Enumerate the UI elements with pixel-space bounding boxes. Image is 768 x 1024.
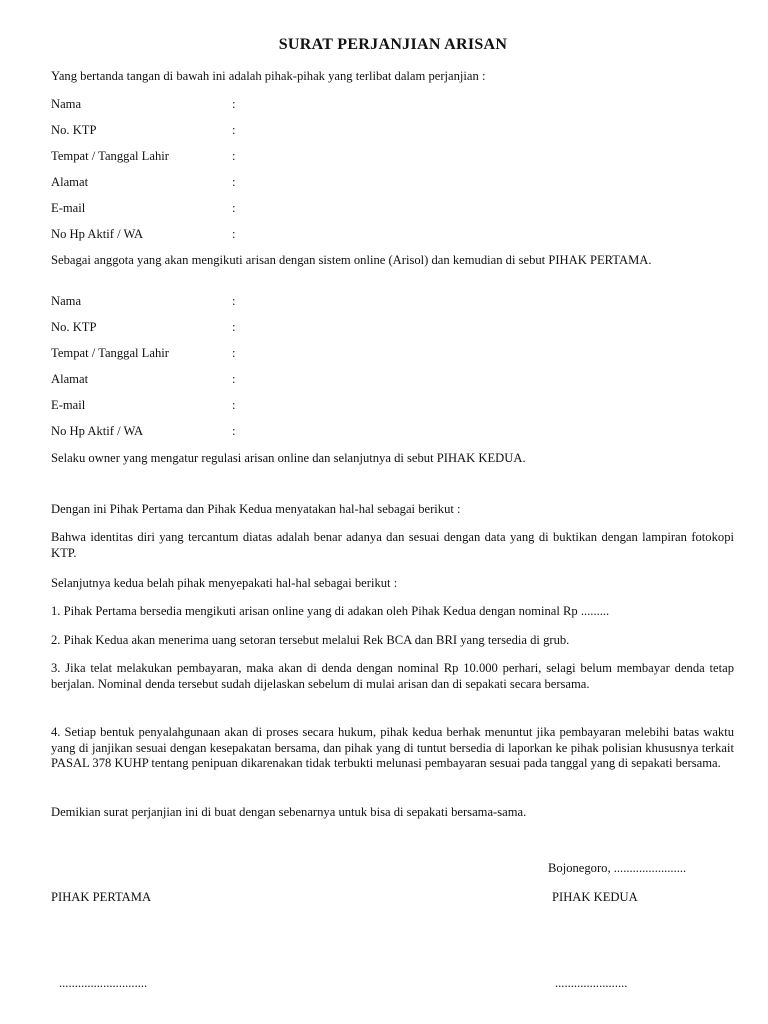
field-colon: : (232, 149, 236, 163)
party2-field-ktp (51, 320, 451, 336)
party1-field-alamat (51, 175, 451, 191)
field-label: Tempat / Tanggal Lahir (51, 346, 169, 360)
field-colon: : (232, 398, 236, 412)
field-label: No Hp Aktif / WA (51, 227, 144, 241)
party2-field-nama (51, 294, 451, 310)
field-label: Tempat / Tanggal Lahir (51, 149, 169, 163)
place-date: Bojonegoro, ....................... (548, 861, 687, 875)
field-colon: : (232, 201, 236, 215)
closing-text: Demikian surat perjanjian ini di buat dengan sebenarnya untuk bisa di sepakati bersama-sama. (51, 805, 527, 819)
field-label: Nama (51, 294, 82, 308)
field-colon: : (232, 97, 236, 111)
agreement-intro: Selanjutnya kedua belah pihak menyepakati hal-hal sebagai berikut : (51, 576, 398, 590)
field-colon: : (232, 424, 236, 438)
party2-signature-line: ....................... (555, 976, 628, 990)
statement-text: Dengan ini Pihak Pertama dan Pihak Kedua menyatakan hal-hal sebagai berikut : (51, 502, 461, 516)
party1-field-email (51, 201, 451, 217)
party1-field-ttl (51, 149, 451, 165)
field-colon: : (232, 346, 236, 360)
identity-paragraph: Bahwa identitas diri yang tercantum diatas adalah benar adanya dan sesuai dengan data yang di buktikan dengan lampiran fotokopi KTP. (51, 530, 734, 560)
intro-text: Yang bertanda tangan di bawah ini adalah pihak-pihak yang terlibat dalam perjanjian : (51, 69, 486, 83)
field-label: Alamat (51, 175, 89, 189)
agreement-item-2: 2. Pihak Kedua akan menerima uang setoran tersebut melalui Rek BCA dan BRI yang tersedia di grub. (51, 633, 570, 647)
party2-description: Selaku owner yang mengatur regulasi arisan online dan selanjutnya di sebut PIHAK KEDUA. (51, 451, 526, 465)
field-colon: : (232, 175, 236, 189)
party1-description: Sebagai anggota yang akan mengikuti arisan dengan sistem online (Arisol) dan kemudian di sebut PIHAK PERTAMA. (51, 253, 652, 267)
party1-signature-line: ............................ (59, 976, 148, 990)
field-label: Alamat (51, 372, 89, 386)
field-colon: : (232, 227, 236, 241)
field-colon: : (232, 123, 236, 137)
agreement-item-1: 1. Pihak Pertama bersedia mengikuti arisan online yang di adakan oleh Pihak Kedua dengan nominal Rp ......... (51, 604, 610, 618)
field-label: E-mail (51, 201, 86, 215)
party1-field-ktp (51, 123, 451, 139)
field-colon: : (232, 372, 236, 386)
field-label: No. KTP (51, 123, 97, 137)
field-label: No Hp Aktif / WA (51, 424, 144, 438)
party2-signature-label: PIHAK KEDUA (552, 890, 638, 904)
agreement-item-4: 4. Setiap bentuk penyalahgunaan akan di proses secara hukum, pihak kedua berhak menuntut jika pembayaran melebihi batas waktu yang di janjikan sesuai dengan kesepakatan bersama, dan pihak yang di tuntut bersedia di laporkan ke pihak polisian khususnya terkait PASAL 378 KUHP tentang penipuan dikarenakan tidak terbukti melunasi pembayaran sesuai pada tanggal yang di sepakati bersama. (51, 725, 734, 770)
document-title: SURAT PERJANJIAN ARISAN (278, 36, 508, 53)
party2-field-email (51, 398, 451, 414)
agreement-item-3: 3. Jika telat melakukan pembayaran, maka akan di denda dengan nominal Rp 10.000 perhari, selagi belum membayar denda tetap berjalan. Nominal denda tersebut sudah dijelaskan sebelum di mulai arisan dan di sepakati secara bersama. (51, 661, 734, 691)
field-label: Nama (51, 97, 82, 111)
field-label: No. KTP (51, 320, 97, 334)
party2-field-hp (51, 424, 451, 440)
field-colon: : (232, 320, 236, 334)
party2-field-ttl (51, 346, 451, 362)
party1-field-nama (51, 97, 451, 113)
field-label: E-mail (51, 398, 86, 412)
field-colon: : (232, 294, 236, 308)
party1-field-hp (51, 227, 451, 243)
party1-signature-label: PIHAK PERTAMA (51, 890, 152, 904)
party2-field-alamat (51, 372, 451, 388)
